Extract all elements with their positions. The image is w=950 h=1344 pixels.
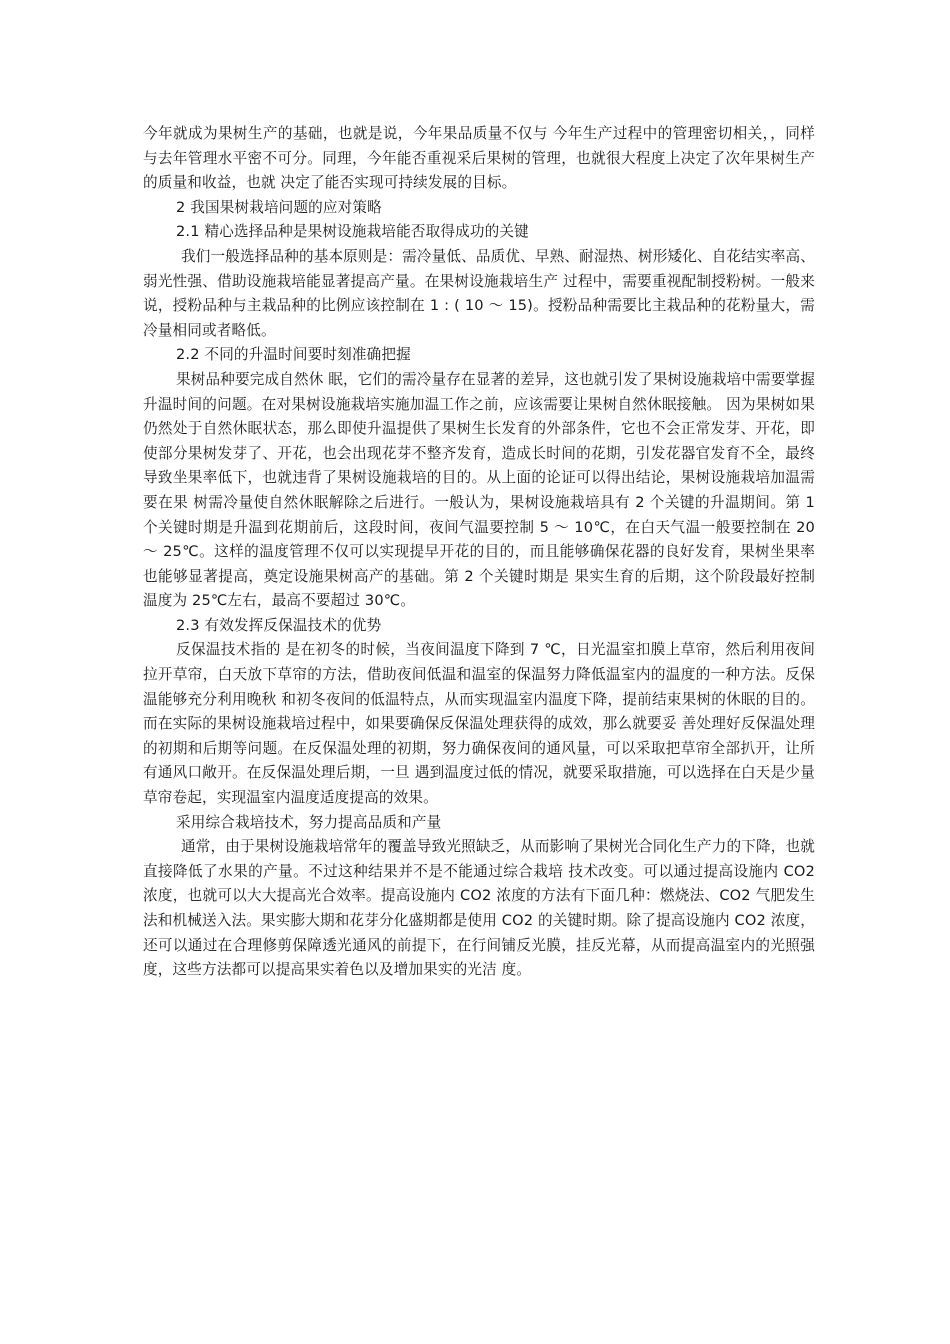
subsection-heading-integrated: 采用综合栽培技术，努力提高品质和产量	[176, 813, 442, 831]
paragraph-intro: 今年就成为果树生产的基础，也就是说，今年果品质量不仅与 今年生产过程中的管理密切相关，，同样与去年管理水平密不可分。同理，今年能否重视采后果树的管理，也就很大程度上决定了次年果树生产的质量和收益，也就 决定了能否实现可持续发展的目标。	[143, 125, 815, 192]
paragraph-variety-selection: 我们一般选择品种的基本原则是：需冷量低、品质优、早熟、耐湿热、树形矮化、自花结实率高、弱光性强、借助设施栽培能显著提高产量。在果树设施栽培生产 过程中，需要重视配制授粉树。一般来说，授粉品种与主栽品种的比例应该控制在 1 : ( 10 ～ 15)。授粉品种需要比主栽品种的花粉量大，需冷量相同或者略低。	[143, 247, 815, 339]
paragraph-anti-insulation: 反保温技术指的 是在初冬的时候，当夜间温度下降到 7 ℃，日光温室扣膜上草帘，然后利用夜间拉开草帘，白天放下草帘的方法，借助夜间低温和温室的保温努力降低温室内的温度的一种方法。反保温能够充分利用晚秋 和初冬夜间的低温特点，从而实现温室内温度下降，提前结束果树的休眠的目的。而在实际的果树设施栽培过程中，如果要确保反保温处理获得的成效，那么就要妥 善处理好反保温处理的初期和后期等问题。在反保温处理的初期，努力确保夜间的通风量，可以采取把草帘全部扒开，让所有通风口敞开。在反保温处理后期，一旦 遇到温度过低的情况，就要采取措施，可以选择在白天是少量草帘卷起，实现温室内温度适度提高的效果。	[143, 641, 815, 807]
subsection-heading-2-2: 2.2 不同的升温时间要时刻准确把握	[176, 346, 411, 364]
subsection-heading-2-1: 2.1 精心选择品种是果树设施栽培能否取得成功的关键	[176, 223, 529, 241]
section-heading-2: 2 我国果树栽培问题的应对策略	[176, 198, 382, 216]
document-body	[143, 122, 815, 983]
paragraph-warming-time: 果树品种要完成自然休 眠，它们的需冷量存在显著的差异，这也就引发了果树设施栽培中需要掌握升温时间的问题。在对果树设施栽培实施加温工作之前，应该需要让果树自然休眠接触。 因为果树如果仍然处于自然休眠状态，那么即使升温提供了果树生长发育的外部条件，它也不会正常发芽、开花，即使部分果树发芽了、开花，也会出现花芽不整齐发育，造成长时间的花期，引发花器官发育不全，最终导致坐果率低下，也就违背了果树设施栽培的目的。从上面的论证可以得出结论，果树设施栽培加温需要在果 树需冷量使自然休眠解除之后进行。一般认为，果树设施栽培具有 2 个关键的升温期间。第 1 个关键时期是升温到花期前后，这段时间，夜间气温要控制 5 ～ 10℃，在白天气温一般要控制在 20 ～ 25℃。这样的温度管理不仅可以实现提早开花的目的，而且能够确保花器的良好发育，果树坐果率也能够显著提高，奠定设施果树高产的基础。第 2 个关键时期是 果实生育的后期，这个阶段最好控制温度为 25℃左右，最高不要超过 30℃。	[143, 370, 815, 610]
paragraph-integrated-cultivation: 通常，由于果树设施栽培常年的覆盖导致光照缺乏，从而影响了果树光合同化生产力的下降，也就直接降低了水果的产量。不过这种结果并不是不能通过综合栽培 技术改变。可以通过提高设施内 CO2 浓度，也就可以大大提高光合效率。提高设施内 CO2 浓度的方法有下面几种：燃烧法、CO2 气肥发生法和机械送入法。果实膨大期和花芽分化盛期都是使用 CO2 的关键时期。除了提高设施内 CO2 浓度，还可以通过在合理修剪保障透光通风的前提下，在行间铺反光膜，挂反光幕，从而提高温室内的光照强度，这些方法都可以提高果实着色以及增加果实的光洁 度。	[143, 838, 815, 979]
subsection-heading-2-3: 2.3 有效发挥反保温技术的优势	[176, 616, 382, 634]
